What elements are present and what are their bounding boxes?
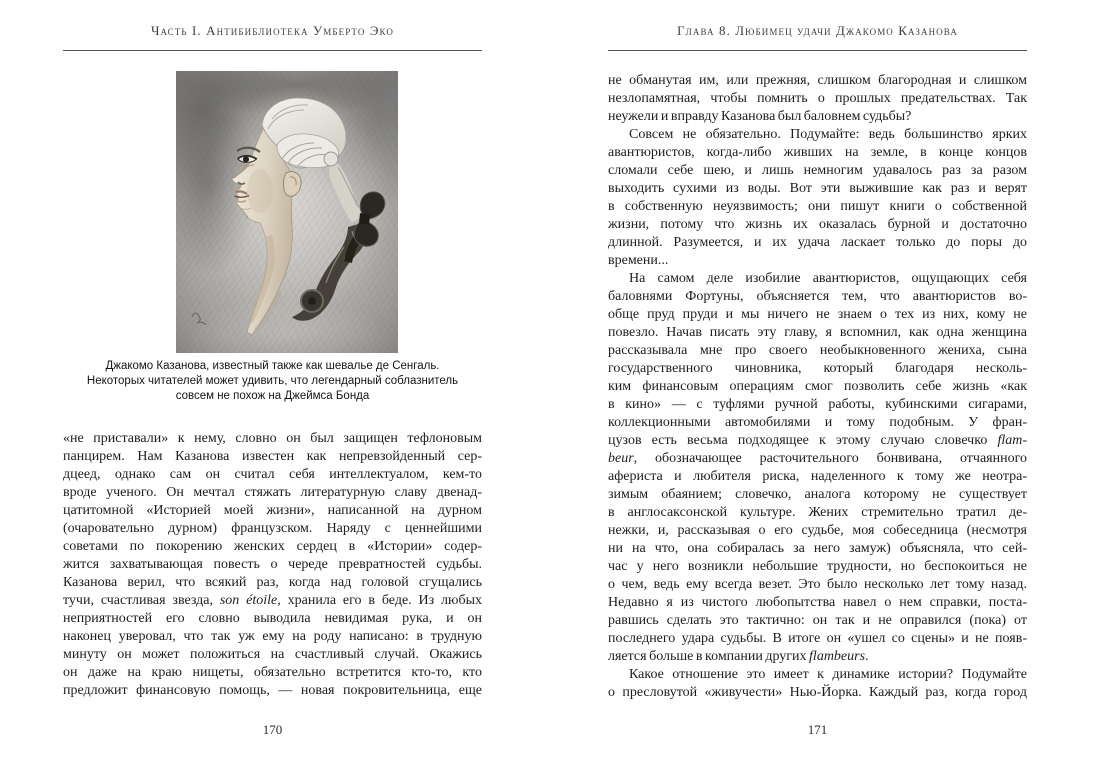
text-line: афериста и любителя риска, наделенного к тому же неотра- [608,469,1027,484]
text-line: в англосаксонской культуре. Жених стремительно тратил де- [608,505,1027,520]
text-line: выходить сухими из воды. Вот эти выжившие как раз и верят [608,181,1027,196]
text-line: (очаровательно дурном) французском. Наряду с ценнейшими [63,521,482,536]
text-line: дцеед, однако сам он считал себя интеллектуалом, кем-то [63,467,482,482]
casanova-portrait-figure [176,71,398,353]
left-body-text [63,430,482,700]
text-line: Недавно я из чистого любопытства навел о нем справки, поста- [608,595,1027,610]
header-rule-left [63,50,482,51]
page-number-left: 170 [262,722,283,737]
text-line: цузов есть весьма подходящее к этому случаю словечко flam- [608,433,1027,448]
text-line: Совсем не обязательно. Подумайте: ведь большинство ярких [629,127,1027,142]
text-line: ни на что, она собиралась за него замуж) объясняла, что сей- [608,541,1027,556]
text-line: наконец уверовал, что так уж ему на роду написано: в трудную [63,629,482,644]
text-line: цатитомной «Историей моей жизни», написанной на дурном [63,503,482,518]
paragraph [63,430,482,700]
running-header-left: Часть I. Антибиблиотека Умберто Эко [150,23,395,38]
text-line: жится захватывающая повесть о череде превратностей судьбы. [63,557,482,572]
text-line: советами по покорению женских сердец в «Истории» содер- [63,539,482,554]
paragraph [608,126,1027,270]
paragraph [608,72,1027,126]
text-line: сломали себе шею, и лишь немногим удавалось раз за разом [608,163,1027,178]
text-line: ким финансовым операциям смог позволить себе жизнь «как [608,379,1027,394]
paragraph [608,666,1027,702]
text-line: ляется больше в компании других flambeurs. [608,649,869,664]
text-line: не обманутая им, или прежняя, слишком благородная и слишком [608,73,1027,88]
text-line: beur, обозначающее расточительного бонвивана, отчаянного [608,451,1027,466]
text-line: вроде ученого. Он мечтал стяжать литературную славу двенад- [63,485,482,500]
page-number-right: 171 [807,722,828,737]
text-line: Какое отношение это имеет к динамике истории? Подумайте [629,667,1027,682]
paragraph [608,270,1027,666]
text-line: о чем, ведь ему всегда везет. Это было несколько лет тому назад. [608,577,1027,592]
text-line: нежки, и, рассказывая о его судьбе, моя собеседница (несмотря [608,523,1027,538]
text-line: На самом деле изобилие авантюристов, ощущающих себя [629,271,1027,286]
text-line: времени... [608,253,669,268]
text-line: минуту он может положиться на счастливый случай. Окажись [63,647,482,662]
text-line: жизни, потому что жизнь их оказалась бурной и достаточно [608,217,1027,232]
header-rule-right [608,50,1027,51]
text-line: рассказывала мне про своего необыкновенного жениха, сына [608,343,1027,358]
text-line: панцирем. Нам Казанова известен как непревзойденный сер- [63,449,482,464]
text-line: повезло. Начав писать эту главу, я вспомнил, как одна женщина [608,325,1027,340]
text-line: обще пруд пруди и мы ничего не знаем о тех из них, кому не [608,307,1027,322]
caption-line: совсем не похож на Джеймса Бонда [175,390,370,402]
text-line: «не приставали» к нему, словно он был защищен тефлоновым [63,431,482,446]
right-page [608,0,1027,783]
text-line: коллекционными автомобилями и тому подобным. У фран- [608,415,1027,430]
casanova-portrait-engraving [176,71,398,353]
text-line: о пресловутой «живучести» Нью-Йорка. Каждый раз, когда город [608,685,1027,700]
right-body-text [608,72,1027,702]
text-line: в собственную неуязвимость; они пишут книги о собственной [608,199,1027,214]
running-header-right: Глава 8. Любимец удачи Джакомо Казанова [677,23,958,38]
text-line: зимым обаянием; словечко, аналога которому не существует [608,487,1027,502]
text-line: незлопамятная, чтобы помнить о прошлых предательствах. Так [608,91,1027,106]
text-line: Казанова верил, что всякий раз, когда над головой сгущались [63,575,482,590]
text-line: неприятностей его словно выводила невидимая рука, и он [63,611,482,626]
figure-caption [43,359,502,404]
text-line: неужели и вправду Казанова был баловнем судьбы? [608,109,912,124]
text-line: длинной. Разумеется, и их удача ласкает только до поры до [608,235,1027,250]
text-line: предложит финансовую помощь, — новая покровительница, еще [63,683,482,698]
text-line: авантюристов, когда-либо живших на земле, в конце концов [608,145,1027,160]
text-line: тучи, счастливая звезда, son étoile, хранила его в беде. Из любых [63,593,482,608]
text-line: последнего удара судьбы. В итоге он «ушел со сцены» и не появ- [608,631,1027,646]
text-line: он даже на краю нищеты, обязательно встретится кто-то, кто [63,665,482,680]
text-line: баловнями Фортуны, объясняется тем, что авантюристов во- [608,289,1027,304]
text-line: час у него возникли небольшие трудности, но беспокоиться не [608,559,1027,574]
text-line: равшись сделать это тактично: он так и не оправился (пока) от [608,613,1027,628]
caption-line: Некоторых читателей может удивить, что легендарный соблазнитель [86,375,459,387]
text-line: в кино» — с туфлями ручной работы, кубинскими сигарами, [608,397,1027,412]
text-line: государственного чиновника, который благодаря несколь- [608,361,1027,376]
left-page [63,0,482,783]
caption-line: Джакомо Казанова, известный также как шевалье де Сенгаль. [105,360,440,372]
